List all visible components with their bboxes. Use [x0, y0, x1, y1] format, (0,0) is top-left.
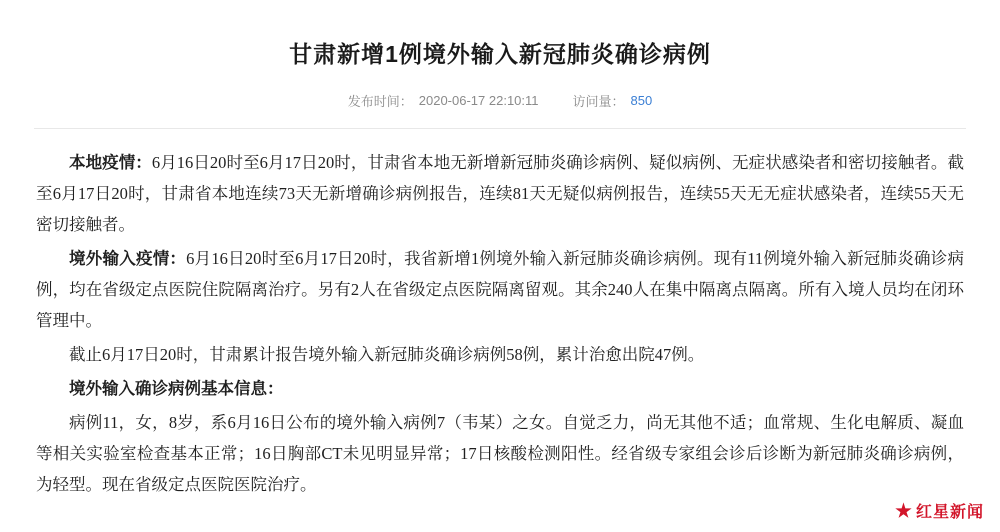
paragraph-text-case-detail: 病例11，女，8岁，系6月16日公布的境外输入病例7（韦某）之女。自觉乏力，尚无其他不适；血常规、生化电解质、凝血等相关实验室检查基本正常；16日胸部CT未见明显异常；17日核酸检测阳性。经省级专家组会诊后诊断为新冠肺炎确诊病例，为轻型。现在省级定点医院医院治疗。: [36, 413, 964, 495]
watermark-text: 红星新闻: [915, 504, 984, 522]
paragraph-text-local: 6月16日20时至6月17日20时，甘肃省本地无新增新冠肺炎确诊病例、疑似病例、无症状感染者和密切接触者。截至6月17日20时，甘肃省本地连续73天无新增确诊病例报告，连续81天无疑似病例报告，连续55天无无症状感染者，连续55天无密切接触者。: [36, 153, 965, 235]
paragraph-case-heading: [36, 373, 964, 404]
article-page: [0, 15, 1000, 532]
article-meta: [0, 91, 1000, 128]
paragraph-local-epidemic: [36, 147, 964, 240]
page-title: 甘肃新增1例境外输入新冠肺炎确诊病例: [289, 41, 711, 68]
paragraph-text-cumulative: 截止6月17日20时，甘肃累计报告境外输入新冠肺炎确诊病例58例，累计治愈出院47例。: [69, 345, 705, 365]
views-label: 访问量：: [572, 94, 625, 110]
paragraph-imported-epidemic: [36, 243, 964, 336]
article-body: [0, 129, 1000, 500]
paragraph-lead-local: 本地疫情：: [69, 153, 152, 173]
publish-time-value: 2020-06-17 22:10:11: [418, 93, 539, 109]
publish-time-label: 发布时间：: [347, 94, 413, 110]
views-group: [573, 91, 653, 110]
views-count: 850: [630, 93, 653, 109]
watermark: [895, 499, 984, 522]
paragraph-text-imported: 6月16日20时至6月17日20时，我省新增1例境外输入新冠肺炎确诊病例。现有11例境外输入新冠肺炎确诊病例，均在省级定点医院住院隔离治疗。另有2人在省级定点医院隔离留观。其余240人在集中隔离点隔离。所有入境人员均在闭环管理中。: [36, 249, 965, 331]
paragraph-lead-imported: 境外输入疫情：: [69, 249, 187, 269]
paragraph-lead-case-info: 境外输入确诊病例基本信息：: [69, 379, 284, 399]
paragraph-cumulative: [36, 339, 964, 370]
paragraph-case-detail: [36, 407, 964, 500]
publish-time-group: [348, 91, 539, 110]
